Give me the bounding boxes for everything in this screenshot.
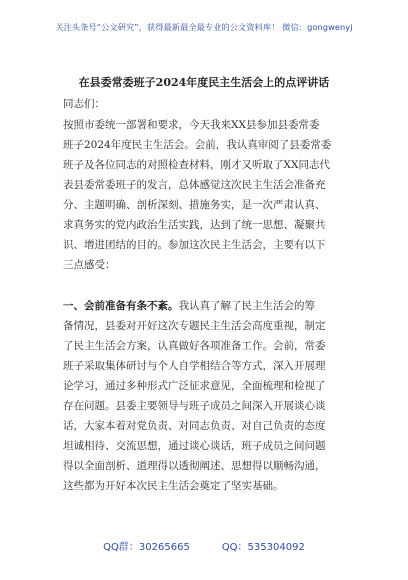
text-line: 识、增进团结的目的。参加这次民主生活会，主要有以下 bbox=[63, 239, 326, 251]
text-line: 求真务实的党内政治生活实践，达到了统一思想、凝聚共 bbox=[63, 219, 326, 231]
text-line: 话，大家本着对党负责、对同志负责、对自己负责的态度 bbox=[63, 420, 326, 432]
text-line: 分、主题明确、剖析深刻、措施务实，是一次严肃认真、 bbox=[63, 199, 326, 211]
salutation: 同志们： bbox=[63, 98, 105, 110]
text-line: 了民主生活会方案，认真做好各项准备工作。会前，常委 bbox=[63, 340, 326, 352]
qq-text: QQ：535304092 bbox=[221, 542, 305, 553]
text-line: 得以全面剖析、道理得以透彻阐述、思想得以顺畅沟通， bbox=[63, 460, 326, 472]
text-line: 论学习，通过多种形式广泛征求意见，全面梳理和检视了 bbox=[63, 380, 326, 392]
section-text: 我认真了解了民主生活会的筹 bbox=[178, 300, 315, 312]
text-line: 存在问题。县委主要领导与班子成员之间深入开展谈心谈 bbox=[63, 400, 326, 412]
section-heading: 一、会前准备有条不紊。 bbox=[63, 300, 179, 312]
text-line: 班子采取集体研讨与个人自学相结合等方式，深入开展理 bbox=[63, 360, 326, 372]
document-title: 在县委常委班子2024年度民主生活会上的点评讲话 bbox=[78, 76, 330, 89]
footer-notice bbox=[0, 538, 408, 553]
text-line: 按照市委统一部署和要求，今天我来XX县参加县委常委 bbox=[63, 119, 320, 131]
text-line: 备情况，县委对开好这次专题民主生活会高度重视，制定 bbox=[63, 320, 326, 332]
qq-group-text: QQ群：30265665 bbox=[103, 542, 190, 553]
text-line: 三点感受： bbox=[63, 259, 116, 271]
paragraph-section-one bbox=[63, 296, 353, 496]
text-line: 表县委常委班子的发言，总体感觉这次民主生活会准备充 bbox=[63, 179, 326, 191]
text-line: 班子2024年度民主生活会。会前，我认真审阅了县委常委 bbox=[63, 139, 332, 151]
text-line bbox=[63, 296, 353, 316]
header-notice: 关注头条号“公文研究”，获得最新最全最专业的公文资料库！ 微信：gongwenyj bbox=[55, 22, 353, 32]
paragraph-intro bbox=[63, 115, 353, 275]
text-line: 班子及各位同志的对照检查材料，刚才又听取了XX同志代 bbox=[63, 159, 330, 171]
text-line: 这些都为开好本次民主生活会奠定了坚实基础。 bbox=[63, 480, 284, 492]
text-line: 坦诚相待、交流思想，通过谈心谈话，班子成员之间问题 bbox=[63, 440, 326, 452]
